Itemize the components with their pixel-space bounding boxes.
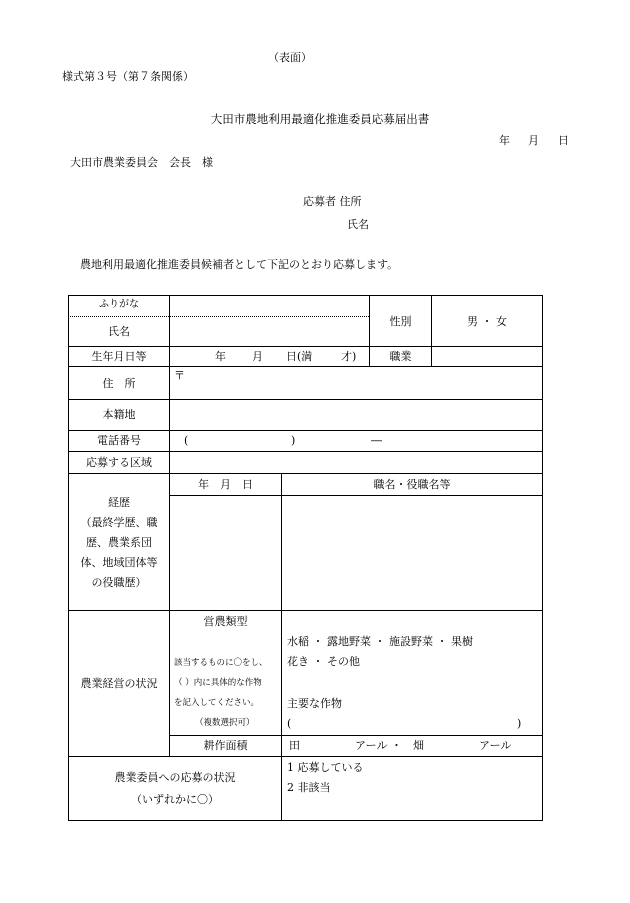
addressee: 大田市農業委員会 会長 様 <box>70 156 213 169</box>
phone-close-paren: ) <box>291 434 296 447</box>
farm-types-line1: 水稲 ・ 露地野菜 ・ 施設野菜 ・ 果樹 <box>287 635 473 648</box>
address-label: 住 所 <box>102 377 136 390</box>
birth-day: 日(満 <box>286 350 313 363</box>
farm-note-line: （ ）内に具体的な作物 <box>174 678 262 688</box>
birth-year: 年 <box>215 350 226 363</box>
committee-option-2: 2 非該当 <box>287 781 331 794</box>
applicant-name-label: 氏名 <box>347 218 369 231</box>
birth-age: 才) <box>341 350 357 363</box>
document-title: 大田市農地利用最適化推進委員応募届出書 <box>210 112 430 126</box>
name-label: 氏名 <box>108 325 130 338</box>
gender-label: 性別 <box>389 315 412 328</box>
birth-label: 生年月日等 <box>91 350 147 363</box>
phone-open-paren: ( <box>184 434 189 447</box>
history-label-line: 体、地域団体等 <box>80 556 158 569</box>
date-year: 年 <box>499 134 510 147</box>
farm-type-label: 営農類型 <box>203 615 248 628</box>
area-label: 耕作面積 <box>203 739 248 752</box>
area-value: 田 アール ・ 畑 アール <box>289 739 512 752</box>
farm-note-line: （複数選択可） <box>195 718 255 728</box>
date-month: 月 <box>528 134 539 147</box>
crops-open-paren: ( <box>287 717 292 730</box>
statement: 農地利用最適化推進委員候補者として下記のとおり応募します。 <box>80 258 399 271</box>
side-label: （表面） <box>268 51 312 64</box>
farm-note-line: 該当するものに〇をし、 <box>174 658 268 668</box>
history-title-header: 職名・役職名等 <box>373 478 451 491</box>
committee-label: 農業委員への応募の状況 <box>114 771 236 784</box>
crops-close-paren: ) <box>517 717 522 730</box>
domicile-label: 本籍地 <box>102 408 136 421</box>
history-label-line: （最終学歴、職 <box>80 516 158 529</box>
postal-mark: 〒 <box>174 369 185 382</box>
committee-sublabel: （いずれかに〇） <box>131 793 219 806</box>
farm-types-line2: 花き ・ その他 <box>287 655 360 668</box>
farm-status-label: 農業経営の状況 <box>80 677 158 690</box>
furigana-divider <box>68 316 369 317</box>
history-date-header: 年 月 日 <box>198 478 253 491</box>
furigana-label: ふりがな <box>99 299 139 310</box>
applicant-address-label: 応募者 住所 <box>303 195 362 208</box>
history-label-line: 歴、農業系団 <box>86 536 152 549</box>
farm-note-line: を記入してください。 <box>174 698 260 708</box>
main-crops-label: 主要な作物 <box>287 697 342 710</box>
phone-dash: ― <box>371 434 382 447</box>
form-number: 様式第３号（第７条関係） <box>62 70 194 83</box>
phone-label: 電話番号 <box>97 434 141 447</box>
date-day: 日 <box>558 134 569 147</box>
birth-month: 月 <box>252 350 263 363</box>
committee-option-1: 1 応募している <box>287 761 364 774</box>
history-label-line: 経歴 <box>108 496 130 509</box>
history-label-line: の役職歴） <box>91 576 147 589</box>
region-label: 応募する区域 <box>86 456 152 469</box>
occupation-label: 職業 <box>389 350 412 363</box>
gender-options: 男 ・ 女 <box>467 315 507 328</box>
